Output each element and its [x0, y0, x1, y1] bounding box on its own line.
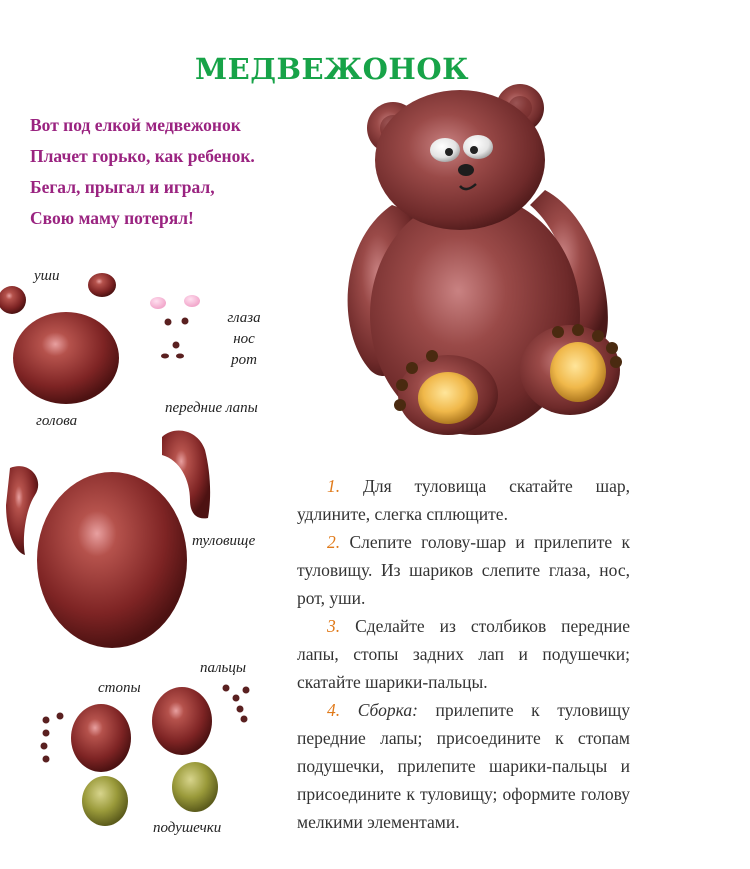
instruction-step	[297, 472, 630, 528]
instructions	[297, 472, 630, 836]
label-face-parts	[222, 308, 266, 371]
step-text: прилепите к туловищу передние лапы; присоедините к стопам подушечки, прилепите шарики-пальцы и присоедините к туловищу; оформите голову мелкими элементами.	[297, 700, 630, 832]
bear-figure	[348, 84, 622, 435]
page-title: МЕДВЕЖОНОК	[195, 52, 469, 86]
body-piece	[37, 472, 187, 648]
poem-line: Плачет горько, как ребенок.	[30, 146, 255, 166]
label-pads: подушечки	[153, 820, 222, 836]
instruction-step	[297, 612, 630, 696]
poem	[30, 110, 320, 234]
label-feet: стопы	[98, 680, 141, 696]
label-mouth: рот	[231, 352, 257, 368]
step-number: 3.	[327, 616, 341, 636]
instruction-step	[297, 528, 630, 612]
face-pieces	[150, 295, 200, 359]
step-lead: Сборка:	[357, 700, 418, 720]
toes-pieces	[41, 685, 250, 763]
poem-line: Вот под елкой медвежонок	[30, 115, 241, 135]
step-text: Для туловища скатайте шар, удлините, слегка сплющите.	[297, 476, 630, 524]
step-text: Слепите голову-шар и прилепите к туловищу. Из шариков слепите глаза, нос, рот, уши.	[297, 532, 631, 608]
step-text: Сделайте из столбиков передние лапы, стопы задних лап и подушечки; скатайте шарики-пальцы.	[297, 616, 630, 692]
label-eyes: глаза	[227, 310, 261, 326]
label-head: голова	[36, 413, 78, 429]
label-toes: пальцы	[200, 660, 247, 676]
feet-pieces	[71, 687, 212, 772]
label-nose: нос	[233, 331, 255, 347]
instruction-step	[297, 696, 630, 836]
step-number: 2.	[327, 532, 341, 552]
label-front-paws: передние лапы	[165, 400, 258, 416]
poem-line: Свою маму потерял!	[30, 208, 194, 228]
poem-line: Бегал, прыгал и играл,	[30, 177, 215, 197]
label-ears: уши	[34, 268, 60, 284]
label-body: туловище	[192, 533, 256, 549]
head-piece	[13, 312, 119, 404]
step-number: 1.	[327, 476, 341, 496]
step-number: 4.	[327, 700, 341, 720]
